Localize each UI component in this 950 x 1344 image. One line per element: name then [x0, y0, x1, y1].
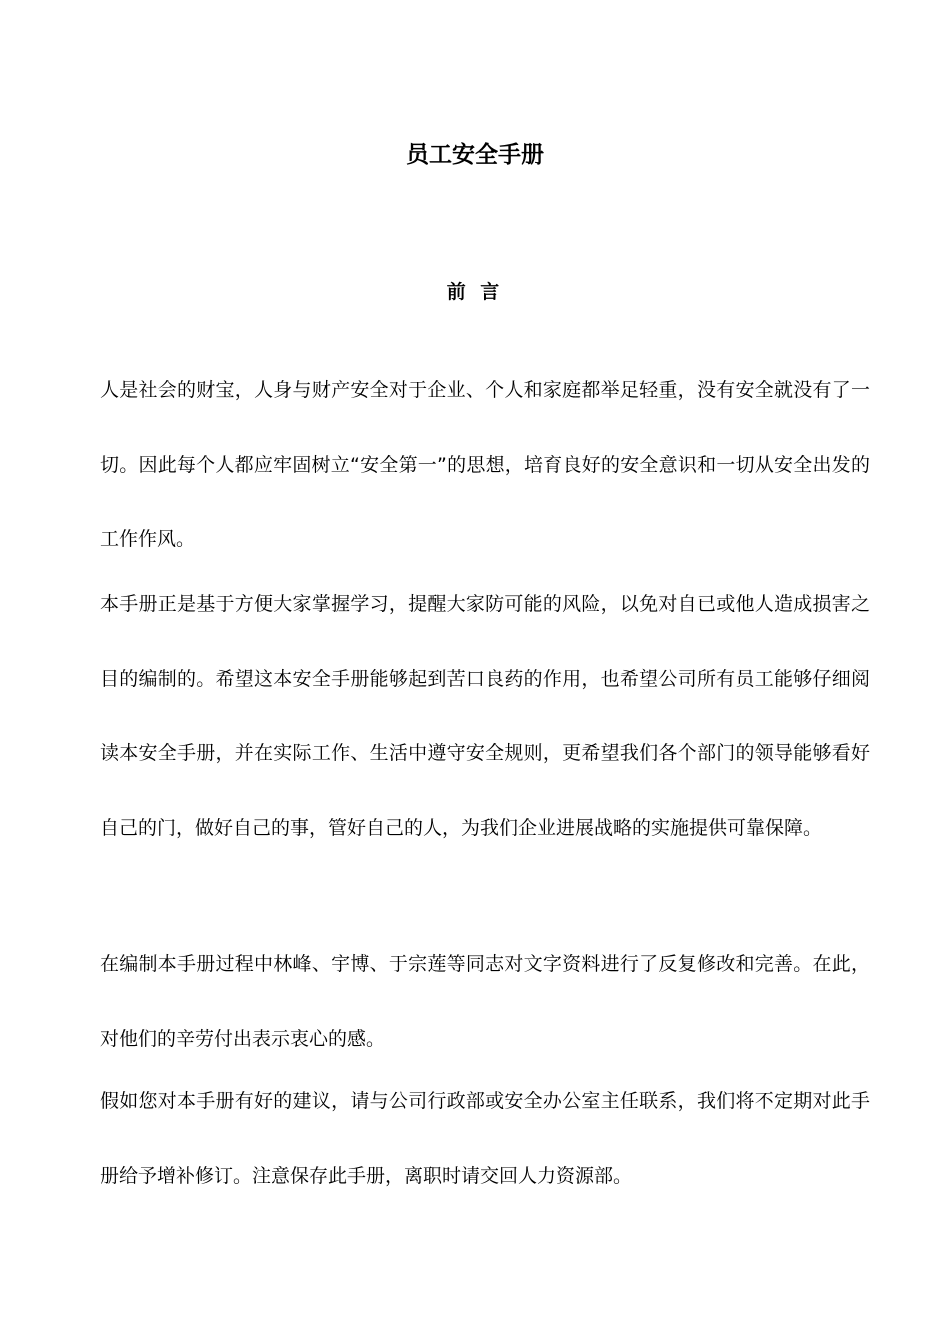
paragraph-4: 假如您对本手册有好的建议，请与公司行政部或安全办公室主任联系，我们将不定期对此手册给予增补修订。注意保存此手册，离职时请交回人力资源部。	[100, 1090, 870, 1187]
paragraph-1: 人是社会的财宝，人身与财产安全对于企业、个人和家庭都举足轻重，没有安全就没有了一切。因此每个人都应牢固树立“安全第一”的思想，培育良好的安全意识和一切从安全出发的工作作风。	[100, 379, 870, 550]
section-heading: 前 言	[446, 281, 504, 303]
paragraph-3: 在编制本手册过程中林峰、宇博、于宗莲等同志对文字资料进行了反复修改和完善。在此，对他们的辛劳付出表示衷心的感。	[100, 953, 870, 1050]
document-title: 员工安全手册	[406, 142, 544, 168]
paragraph-2: 本手册正是基于方便大家掌握学习，提醒大家防可能的风险，以免对自已或他人造成损害之目的编制的。希望这本安全手册能够起到苦口良药的作用，也希望公司所有员工能够仔细阅读本安全手册，并在实际工作、生活中遵守安全规则，更希望我们各个部门的领导能够看好自己的门，做好自己的事，管好自己的人，为我们企业进展战略的实施提供可靠保障。	[100, 593, 870, 839]
